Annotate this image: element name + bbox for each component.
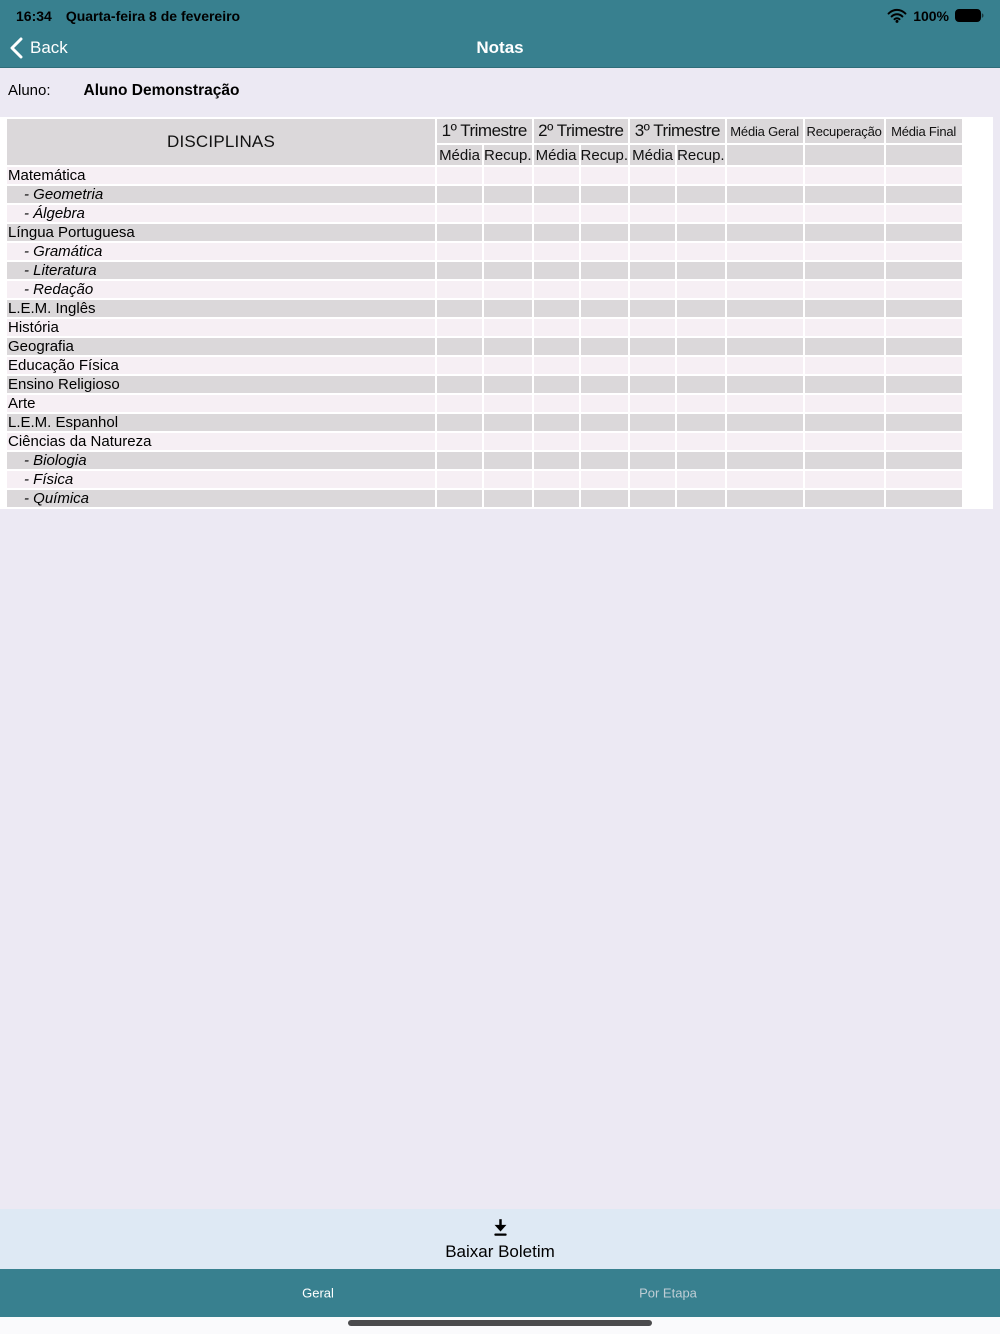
- grade-cell: [727, 338, 803, 355]
- grade-cell: [677, 243, 725, 260]
- table-row: [7, 376, 962, 393]
- grade-cell: [727, 490, 803, 507]
- grade-cell: [437, 338, 482, 355]
- grade-cell: [886, 471, 962, 488]
- grade-cell: [630, 357, 675, 374]
- grade-cell: [437, 281, 482, 298]
- tab-por-etapa[interactable]: Por Etapa: [639, 1285, 697, 1301]
- grade-cell: [534, 243, 579, 260]
- grade-cell: [437, 262, 482, 279]
- subject-cell: - Literatura: [7, 262, 435, 279]
- grade-cell: [437, 205, 482, 222]
- table-row: [7, 224, 962, 241]
- grade-cell: [630, 338, 675, 355]
- grade-cell: [534, 357, 579, 374]
- subheader-recup: Recup.: [580, 146, 629, 164]
- grade-cell: [886, 433, 962, 450]
- grade-cell: [484, 433, 532, 450]
- grade-cell: [630, 243, 675, 260]
- grade-cell: [630, 167, 675, 184]
- grades-scroll-area[interactable]: [0, 117, 993, 509]
- subject-cell: - Redação: [7, 281, 435, 298]
- grade-cell: [677, 281, 725, 298]
- grade-cell: [886, 205, 962, 222]
- grade-cell: [886, 357, 962, 374]
- student-name: Aluno Demonstração: [83, 82, 240, 99]
- table-row: [7, 471, 962, 488]
- grade-cell: [534, 224, 579, 241]
- grade-cell: [484, 338, 532, 355]
- grade-cell: [630, 224, 675, 241]
- grade-cell: [805, 186, 884, 203]
- grade-cell: [484, 243, 532, 260]
- grade-cell: [727, 319, 803, 336]
- grade-cell: [630, 433, 675, 450]
- grade-cell: [484, 300, 532, 317]
- grade-cell: [581, 300, 629, 317]
- subject-cell: História: [7, 319, 435, 336]
- column-header-media-final: Média Final: [886, 119, 962, 143]
- tab-geral[interactable]: Geral: [302, 1285, 334, 1301]
- grade-cell: [581, 433, 629, 450]
- grade-cell: [805, 414, 884, 431]
- grade-cell: [484, 205, 532, 222]
- status-bar: [0, 0, 1000, 28]
- grade-cell: [630, 395, 675, 412]
- table-row: [7, 490, 962, 507]
- table-row: [7, 186, 962, 203]
- grade-cell: [677, 262, 725, 279]
- grade-cell: [484, 414, 532, 431]
- student-row: [0, 68, 1000, 117]
- grade-cell: [677, 186, 725, 203]
- column-header-trimestre-1: 1º Trimestre: [437, 119, 532, 143]
- grade-cell: [630, 376, 675, 393]
- grade-cell: [677, 376, 725, 393]
- grade-cell: [581, 395, 629, 412]
- column-header-recuperacao: Recuperação: [805, 119, 884, 143]
- subject-cell: Ciências da Natureza: [7, 433, 435, 450]
- tab-bar: [0, 1269, 1000, 1317]
- grade-cell: [886, 300, 962, 317]
- table-row: [7, 262, 962, 279]
- grade-cell: [886, 490, 962, 507]
- grade-cell: [581, 338, 629, 355]
- grade-cell: [484, 471, 532, 488]
- grade-cell: [484, 395, 532, 412]
- subject-cell: Arte: [7, 395, 435, 412]
- page-title: Notas: [476, 37, 524, 57]
- subject-cell: - Química: [7, 490, 435, 507]
- grade-cell: [727, 471, 803, 488]
- grade-cell: [805, 338, 884, 355]
- grade-cell: [534, 452, 579, 469]
- content-area: [0, 68, 1000, 1209]
- subject-cell: L.E.M. Espanhol: [7, 414, 435, 431]
- grade-cell: [581, 357, 629, 374]
- grade-cell: [630, 452, 675, 469]
- grade-cell: [727, 224, 803, 241]
- chevron-left-icon: [10, 37, 23, 59]
- grade-cell: [886, 243, 962, 260]
- grade-cell: [886, 186, 962, 203]
- grade-cell: [581, 281, 629, 298]
- grade-cell: [727, 414, 803, 431]
- subheader-media: Média: [630, 145, 675, 165]
- subject-cell: Língua Portuguesa: [7, 224, 435, 241]
- grade-cell: [581, 205, 629, 222]
- grade-cell: [886, 452, 962, 469]
- column-header-media-geral: Média Geral: [727, 119, 803, 143]
- grade-cell: [534, 300, 579, 317]
- grade-cell: [805, 376, 884, 393]
- grade-cell: [677, 433, 725, 450]
- grade-cell: [581, 262, 629, 279]
- grade-cell: [886, 281, 962, 298]
- grade-cell: [630, 281, 675, 298]
- grade-cell: [484, 452, 532, 469]
- grade-cell: [886, 319, 962, 336]
- grade-cell: [886, 167, 962, 184]
- grade-cell: [484, 376, 532, 393]
- battery-icon: [955, 9, 984, 22]
- grade-cell: [727, 452, 803, 469]
- column-header-trimestre-2: 2º Trimestre: [534, 119, 629, 143]
- grade-cell: [437, 224, 482, 241]
- grade-cell: [630, 414, 675, 431]
- subject-cell: Geografia: [7, 338, 435, 355]
- table-row: [7, 243, 962, 260]
- subject-cell: L.E.M. Inglês: [7, 300, 435, 317]
- grade-cell: [534, 490, 579, 507]
- grade-cell: [534, 376, 579, 393]
- grade-cell: [727, 281, 803, 298]
- grade-cell: [727, 243, 803, 260]
- grade-cell: [677, 224, 725, 241]
- subject-cell: - Gramática: [7, 243, 435, 260]
- grade-cell: [534, 338, 579, 355]
- subject-cell: - Física: [7, 471, 435, 488]
- grade-cell: [677, 300, 725, 317]
- grade-cell: [630, 262, 675, 279]
- grade-cell: [886, 262, 962, 279]
- grade-cell: [437, 186, 482, 203]
- subheader-media: Média: [534, 145, 579, 165]
- grade-cell: [484, 186, 532, 203]
- grade-cell: [581, 490, 629, 507]
- grades-table: [5, 117, 964, 509]
- grade-cell: [805, 205, 884, 222]
- grade-cell: [534, 414, 579, 431]
- grade-cell: [886, 395, 962, 412]
- download-label: Baixar Boletim: [445, 1241, 555, 1261]
- grade-cell: [437, 357, 482, 374]
- grade-cell: [437, 433, 482, 450]
- subheader-media: Média: [437, 145, 482, 165]
- grade-cell: [437, 167, 482, 184]
- grade-cell: [581, 186, 629, 203]
- grade-cell: [677, 395, 725, 412]
- grade-cell: [727, 433, 803, 450]
- grade-cell: [805, 452, 884, 469]
- grade-cell: [484, 281, 532, 298]
- table-row: [7, 338, 962, 355]
- home-indicator-area: [0, 1317, 1000, 1334]
- grade-cell: [805, 167, 884, 184]
- grade-cell: [805, 300, 884, 317]
- subheader-recup: Recup.: [484, 146, 532, 164]
- grade-cell: [727, 376, 803, 393]
- grade-cell: [805, 490, 884, 507]
- grade-cell: [437, 414, 482, 431]
- grade-cell: [581, 224, 629, 241]
- table-row: [7, 357, 962, 374]
- grade-cell: [437, 471, 482, 488]
- grade-cell: [581, 471, 629, 488]
- subheader-empty: [805, 145, 884, 165]
- table-row: [7, 319, 962, 336]
- grade-cell: [727, 262, 803, 279]
- grade-cell: [886, 414, 962, 431]
- grade-cell: [581, 243, 629, 260]
- grade-cell: [677, 205, 725, 222]
- grade-cell: [581, 452, 629, 469]
- grade-cell: [805, 281, 884, 298]
- back-label: Back: [30, 37, 68, 57]
- table-row: [7, 452, 962, 469]
- download-report-button[interactable]: [0, 1209, 1000, 1269]
- subject-cell: Educação Física: [7, 357, 435, 374]
- grade-cell: [677, 319, 725, 336]
- subject-cell: Ensino Religioso: [7, 376, 435, 393]
- student-label: Aluno:: [8, 82, 51, 99]
- grade-cell: [534, 395, 579, 412]
- grade-cell: [677, 357, 725, 374]
- clock: 16:34: [16, 7, 52, 24]
- grade-cell: [886, 338, 962, 355]
- table-row: [7, 281, 962, 298]
- grade-cell: [534, 262, 579, 279]
- grade-cell: [581, 319, 629, 336]
- grade-cell: [484, 490, 532, 507]
- download-icon: [490, 1217, 511, 1238]
- subject-cell: - Biologia: [7, 452, 435, 469]
- grade-cell: [437, 395, 482, 412]
- subject-cell: - Álgebra: [7, 205, 435, 222]
- grade-cell: [805, 319, 884, 336]
- grade-cell: [437, 300, 482, 317]
- battery-percent: 100%: [913, 7, 949, 24]
- grade-cell: [727, 300, 803, 317]
- grade-cell: [534, 433, 579, 450]
- disciplines-column-header: DISCIPLINAS: [7, 119, 435, 165]
- wifi-icon: [887, 8, 907, 23]
- grade-cell: [677, 452, 725, 469]
- grade-cell: [484, 262, 532, 279]
- grade-cell: [805, 224, 884, 241]
- grade-cell: [805, 243, 884, 260]
- home-indicator[interactable]: [348, 1320, 652, 1326]
- status-date: Quarta-feira 8 de fevereiro: [65, 7, 241, 24]
- grade-cell: [437, 319, 482, 336]
- grade-cell: [484, 319, 532, 336]
- column-header-trimestre-3: 3º Trimestre: [630, 119, 725, 143]
- grade-cell: [630, 319, 675, 336]
- grade-cell: [437, 452, 482, 469]
- grade-cell: [581, 376, 629, 393]
- grade-cell: [630, 205, 675, 222]
- grade-cell: [630, 490, 675, 507]
- grade-cell: [437, 243, 482, 260]
- grade-cell: [886, 224, 962, 241]
- subheader-empty: [886, 145, 962, 165]
- grade-cell: [677, 471, 725, 488]
- table-row: [7, 433, 962, 450]
- grade-cell: [727, 357, 803, 374]
- grade-cell: [630, 186, 675, 203]
- grade-cell: [534, 205, 579, 222]
- grade-cell: [727, 395, 803, 412]
- table-row: [7, 167, 962, 184]
- grade-cell: [534, 167, 579, 184]
- grade-cell: [484, 357, 532, 374]
- subject-cell: - Geometria: [7, 186, 435, 203]
- grade-cell: [805, 357, 884, 374]
- subheader-recup: Recup.: [677, 146, 725, 164]
- grade-cell: [630, 300, 675, 317]
- grade-cell: [727, 186, 803, 203]
- subject-cell: Matemática: [7, 167, 435, 184]
- grade-cell: [484, 224, 532, 241]
- grade-cell: [727, 167, 803, 184]
- grade-cell: [534, 471, 579, 488]
- grade-cell: [805, 262, 884, 279]
- grade-cell: [437, 376, 482, 393]
- table-row: [7, 395, 962, 412]
- grade-cell: [677, 338, 725, 355]
- grade-cell: [677, 490, 725, 507]
- grade-cell: [484, 167, 532, 184]
- grade-cell: [630, 471, 675, 488]
- grade-cell: [534, 281, 579, 298]
- grade-cell: [581, 414, 629, 431]
- grades-table-body: [7, 167, 962, 507]
- grade-cell: [805, 433, 884, 450]
- back-button[interactable]: [10, 37, 68, 59]
- subheader-empty: [727, 145, 803, 165]
- grade-cell: [886, 376, 962, 393]
- grade-cell: [677, 414, 725, 431]
- nav-bar: [0, 28, 1000, 68]
- grade-cell: [727, 205, 803, 222]
- grade-cell: [581, 167, 629, 184]
- grade-cell: [437, 490, 482, 507]
- grade-cell: [805, 471, 884, 488]
- table-row: [7, 205, 962, 222]
- table-row: [7, 300, 962, 317]
- grade-cell: [677, 167, 725, 184]
- grade-cell: [805, 395, 884, 412]
- table-header-row-groups: [7, 119, 962, 143]
- table-row: [7, 414, 962, 431]
- grade-cell: [534, 319, 579, 336]
- grade-cell: [534, 186, 579, 203]
